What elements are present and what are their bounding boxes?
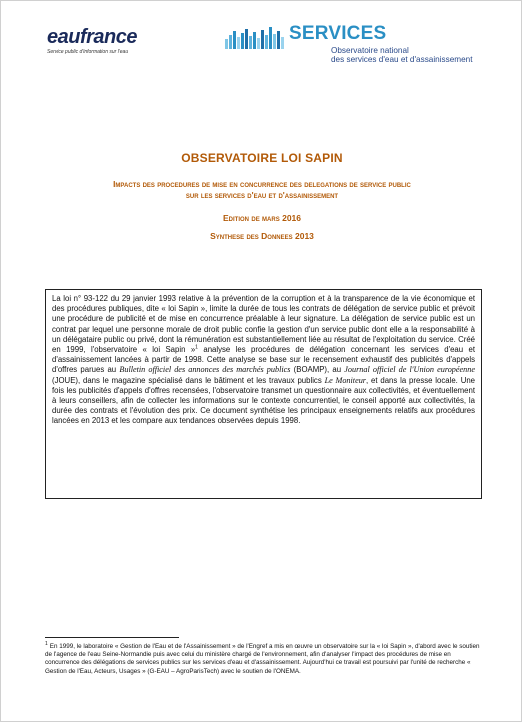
- page-subtitle-line1: Impacts des procedures de mise en concurrence des delegations de service public: [113, 180, 411, 189]
- eaufrance-tagline: Service public d'information sur l'eau: [47, 49, 129, 55]
- moniteur-title: Le Moniteur: [324, 375, 366, 385]
- services-logo-icon: [225, 27, 287, 49]
- services-logo: [225, 19, 485, 69]
- footnote-text: En 1999, le laboratoire « Gestion de l'Eau et de l'Assainissement » de l'Engref a mis en œuvre un observatoire sur la « loi Sapin », d'abord avec le soutien de l'agence de l'eau Seine-Normandie puis avec celui du ministère chargé de l'environnement, afin d'analyser l'impact des procédures de mise en concurrence des délégations de services publics sur les services d'eau et d'assainissement. Aujourd'hui ce travail est poursuivi par l'unité de recherche « Gestion de l'Eau, Acteurs, Usages » (G-EAU – AgroParisTech) avec le soutien de l'ONEMA.: [45, 643, 480, 675]
- eaufrance-logo-text: eaufrance: [47, 26, 137, 48]
- joue-title: Journal officiel de l'Union européenne: [344, 365, 475, 375]
- title-block: [41, 151, 483, 241]
- boamp-title: Bulletin officiel des annonces des marchés publics: [119, 365, 291, 375]
- page-subtitle-line2: sur les services d'eau et d'assainissement: [185, 191, 339, 200]
- abstract-text-5: , et dans la presse locale. Une fois les publicités d'appels d'offres recensées, l'observatoire transmet un questionnaire aux collectivités, et éventuellement à leurs conseillers, afin de collecter les informations sur le contexte concurrentiel, le conseil apporté aux collectivités, la durée des contrats et l'évolution des prix. Ce document synthétise les principaux enseignements relatifs aux procédures lancées en 2013 et les compare aux tendances observées depuis 1998.: [52, 375, 476, 426]
- services-logo-subtitle-line1: Observatoire national: [331, 46, 409, 55]
- page-subtitle: [41, 179, 483, 201]
- footnote-divider: [45, 637, 179, 638]
- page-title: OBSERVATOIRE LOI SAPIN: [181, 151, 343, 165]
- abstract-text-1: La loi n° 93-122 du 29 janvier 1993 relative à la prévention de la corruption et à la transparence de la vie économique et des procédures publiques, dite « loi Sapin », limite la durée de tous les contrats de délégation de service public et prévoit une procédure de publicité et de mise en concurrence préalable à leur signature. La délégation de service public est un contrat par lequel une personne morale de droit public confie la gestion d'un service public dont elle a la responsabilité à un délégataire public ou privé, dont la rémunération est substantiellement liée au résultat de l'exploitation du service. Créé en 1999, l'observatoire « loi Sapin »: [52, 294, 475, 355]
- abstract-text-4: (JOUE), dans le magazine spécialisé dans le bâtiment et les travaux publics: [52, 375, 325, 385]
- services-logo-subtitle-line2: des services d'eau et d'assainissement: [331, 55, 473, 64]
- eaufrance-logo: [47, 27, 137, 67]
- footnote-reference[interactable]: 1: [195, 344, 198, 351]
- services-logo-title: SERVICES: [289, 23, 387, 44]
- synthese-label: Synthese des Donnees 2013: [210, 231, 314, 241]
- services-logo-subtitle: [331, 46, 472, 64]
- abstract-box: [45, 289, 482, 499]
- abstract-text-3: (BOAMP), au: [290, 365, 345, 375]
- footnote-marker: 1: [45, 640, 48, 647]
- abstract-text-2: analyse les procédures de délégation concernant les services d'eau et d'assainissement lancées à partir de 1998. Cette analyse se base sur le recensement exhaustif des publicités d'appels d'offres parues au: [52, 345, 475, 375]
- edition-label: Edition de mars 2016: [223, 213, 301, 223]
- footnote: [45, 640, 482, 676]
